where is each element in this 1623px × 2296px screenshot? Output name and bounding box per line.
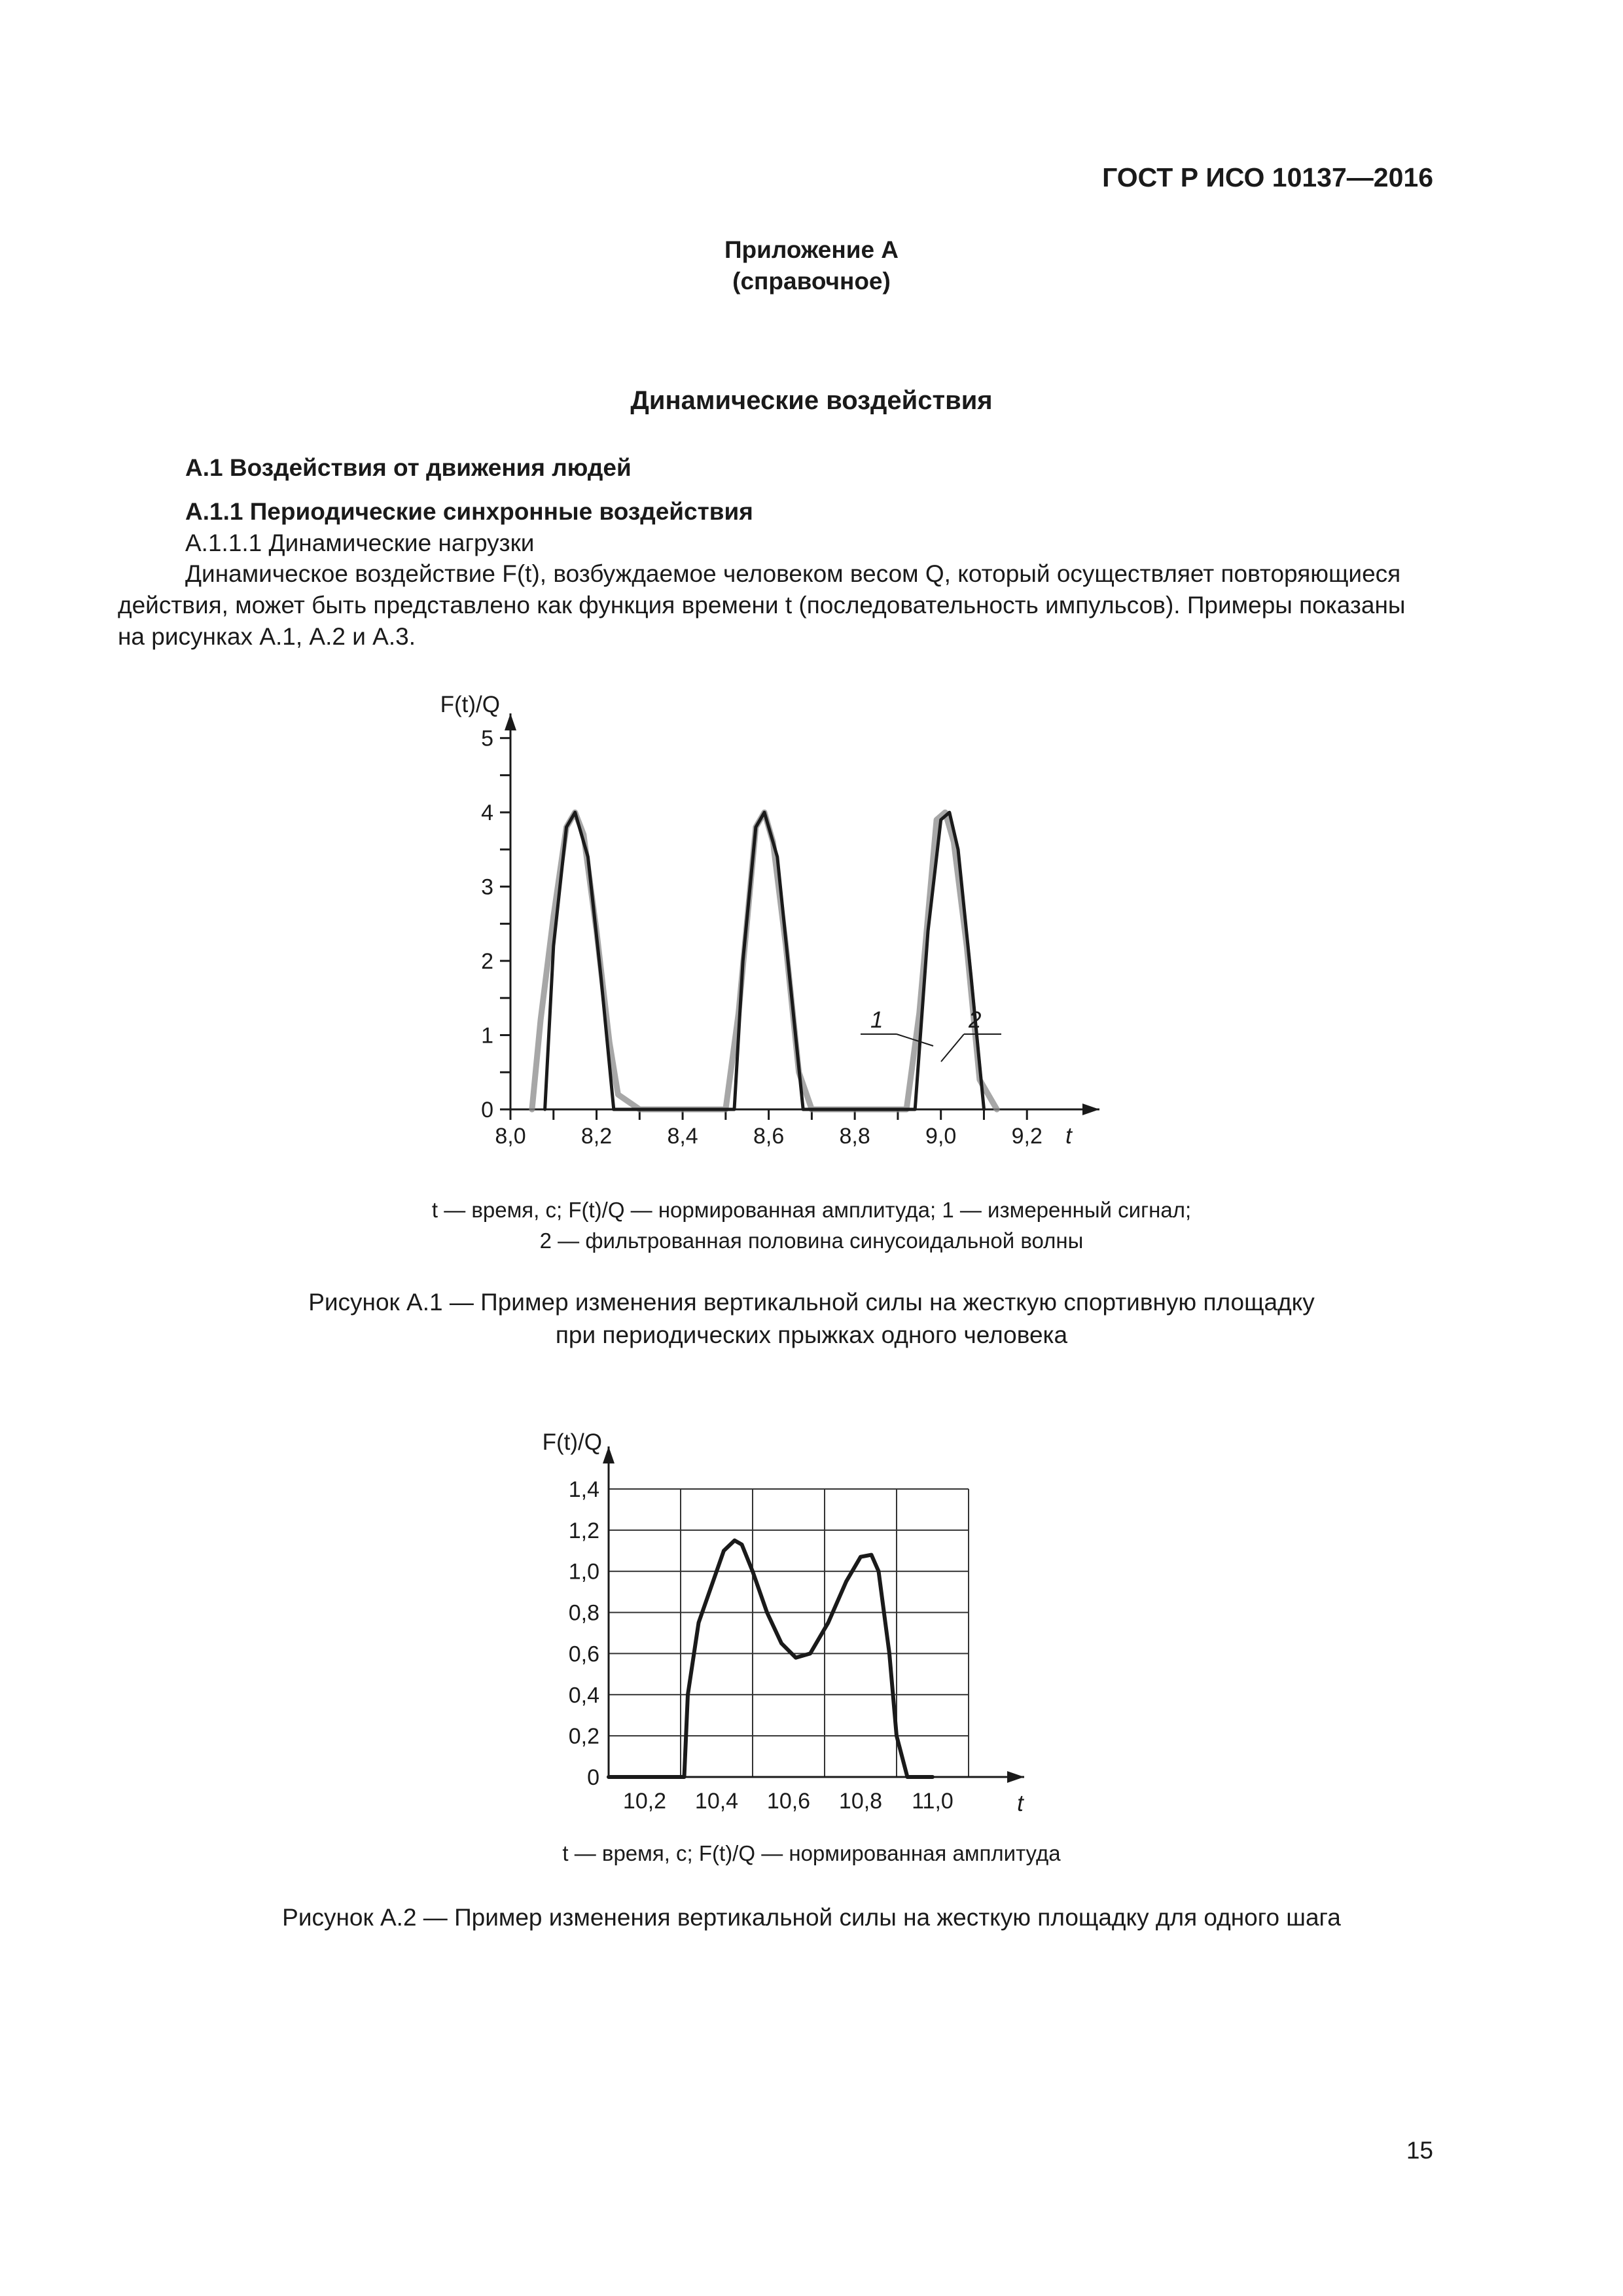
y-tick-label: 0,6	[568, 1641, 599, 1667]
x-tick-label: 11,0	[912, 1789, 954, 1813]
y-tick-label: 1,0	[568, 1559, 599, 1585]
figure-a1-chart	[419, 674, 1139, 1172]
y-tick-label: 1	[481, 1023, 493, 1049]
figure-a2-axes	[543, 1429, 1025, 1813]
appendix-subtitle: (справочное)	[732, 268, 891, 295]
annotation-1: 1	[870, 1007, 883, 1033]
x-axis-label: t	[1017, 1791, 1024, 1813]
x-tick-label: 10,8	[838, 1789, 883, 1813]
y-tick-label: 0,2	[568, 1724, 599, 1749]
x-tick-label: 10,4	[694, 1789, 739, 1813]
y-tick-label: 3	[481, 874, 493, 900]
y-tick-label: 4	[481, 800, 493, 826]
y-axis-arrow	[603, 1446, 615, 1463]
series-line-2	[545, 812, 984, 1109]
x-tick-label: 8,0	[495, 1124, 526, 1149]
y-tick-label: 1,2	[568, 1518, 599, 1543]
x-tick-label: 8,6	[753, 1124, 785, 1149]
figure-a1-legend-line-2: 2 — фильтрованная половина синусоидальной волны	[539, 1229, 1084, 1253]
figure-a1-caption-line-1: Рисунок А.1 — Пример изменения вертикальной силы на жесткую спортивную площадку	[308, 1289, 1315, 1316]
y-tick-label: 0	[481, 1098, 493, 1122]
figure-a1-series	[532, 812, 997, 1109]
appendix-title: Приложение А	[724, 236, 899, 263]
y-axis-label: F(t)/Q	[542, 1429, 602, 1455]
x-tick-label: 8,8	[839, 1124, 870, 1149]
y-tick-label: 0,4	[568, 1683, 599, 1708]
y-tick-label: 0,8	[568, 1600, 599, 1626]
figure-a1-caption-line-2: при периодических прыжках одного человека	[555, 1321, 1068, 1348]
x-axis-label: t	[1065, 1123, 1072, 1149]
figure-a2-chart	[510, 1420, 1099, 1813]
x-tick-label: 8,4	[667, 1124, 698, 1149]
y-axis-arrow	[505, 713, 516, 730]
y-tick-label: 2	[481, 949, 493, 975]
paragraph-line-2: действия, может быть представлено как функция времени t (последовательность импульсов). Примеры показаны	[118, 592, 1406, 619]
figure-a2-series	[609, 1541, 933, 1777]
heading-a1: А.1 Воздействия от движения людей	[185, 454, 632, 481]
x-tick-label: 8,2	[580, 1124, 613, 1149]
figure-a2-grid	[609, 1489, 969, 1777]
heading-a11: А.1.1 Периодические синхронные воздействия	[185, 498, 753, 525]
series-line	[609, 1541, 933, 1777]
y-axis-label: F(t)/Q	[440, 692, 500, 717]
x-tick-label: 10,2	[622, 1789, 667, 1813]
figure-a1-annotations	[861, 1007, 1001, 1062]
x-tick-label: 10,6	[766, 1789, 811, 1813]
annotation-2: 2	[969, 1007, 982, 1033]
x-axis-arrow	[1082, 1103, 1099, 1115]
y-tick-label: 0	[587, 1765, 599, 1790]
page-number: 15	[1406, 2137, 1433, 2164]
heading-a111: А.1.1.1 Динамические нагрузки	[185, 529, 535, 556]
x-tick-label: 9,0	[925, 1124, 957, 1149]
section-title: Динамические воздействия	[630, 386, 993, 415]
x-axis-arrow	[1007, 1771, 1024, 1783]
paragraph-line-1: Динамическое воздействие F(t), возбуждаемое человеком весом Q, который осуществляет повторяющиеся	[185, 560, 1401, 587]
figure-a1-axes	[440, 692, 1099, 1149]
document-code: ГОСТ Р ИСО 10137—2016	[1102, 162, 1433, 192]
annotation-2-leader	[941, 1034, 964, 1062]
x-tick-label: 9,2	[1011, 1124, 1043, 1149]
figure-a1-legend-line-1: t — время, с; F(t)/Q — нормированная амплитуда; 1 — измеренный сигнал;	[431, 1198, 1192, 1222]
figure-a2-caption: Рисунок А.2 — Пример изменения вертикальной силы на жесткую площадку для одного шага	[282, 1904, 1341, 1931]
figure-a2-legend: t — время, с; F(t)/Q — нормированная амплитуда	[562, 1841, 1061, 1865]
y-tick-label: 5	[481, 726, 493, 751]
paragraph-line-3: на рисунках А.1, А.2 и А.3.	[118, 623, 416, 650]
y-tick-label: 1,4	[568, 1477, 599, 1502]
